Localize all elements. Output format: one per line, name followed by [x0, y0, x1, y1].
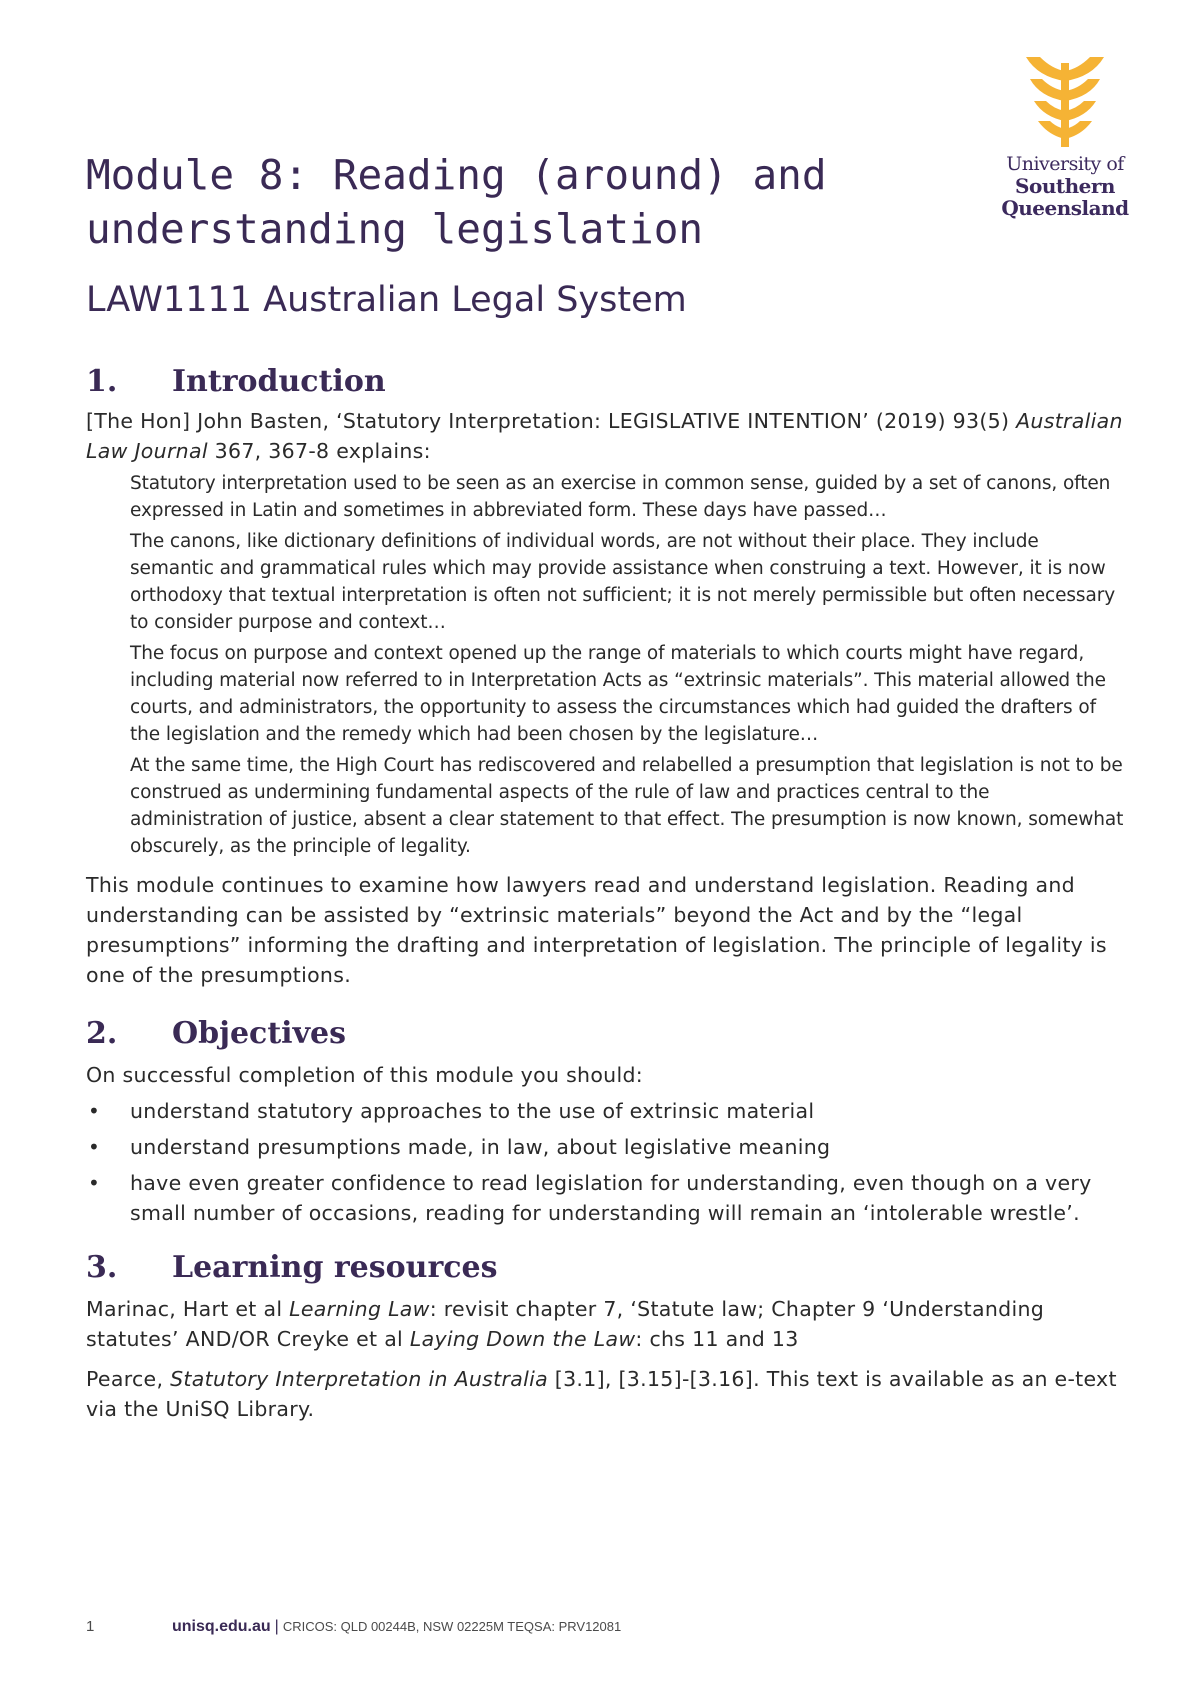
section-title: Objectives — [172, 1016, 346, 1051]
resource-text: Marinac, Hart et al — [86, 1297, 290, 1321]
bullet-icon: • — [88, 1135, 101, 1159]
section-number: 2. — [86, 1016, 118, 1051]
book-title: Statutory Interpretation in Australia — [170, 1367, 548, 1391]
bullet-icon: • — [88, 1099, 101, 1123]
citation-text: [The Hon] John Basten, ‘Statutory Interpretation: LEGISLATIVE INTENTION’ (2019) 93(5) — [86, 409, 1017, 433]
section-number: 1. — [86, 364, 118, 399]
section-heading — [86, 1012, 1126, 1056]
footer-accreditation: CRICOS: QLD 00244B, NSW 02225M TEQSA: PRV12081 — [282, 1619, 622, 1634]
list-item-text: understand statutory approaches to the use of extrinsic material — [130, 1099, 815, 1123]
logo-line-2: Southern — [1015, 174, 1115, 198]
section-introduction — [86, 360, 1126, 990]
module-title: Module 8: Reading (around) and understanding legislation — [86, 151, 827, 253]
section-number: 3. — [86, 1250, 118, 1285]
list-item-text: understand presumptions made, in law, about legislative meaning — [130, 1135, 831, 1159]
list-item — [86, 1096, 1126, 1126]
university-logo — [1000, 55, 1130, 225]
list-item — [86, 1132, 1126, 1162]
list-item-text: have even greater confidence to read legislation for understanding, even though on a very small number of occasions, reading for understanding will remain an ‘intolerable wrestle’. — [130, 1171, 1092, 1225]
section-heading — [86, 360, 1126, 404]
section-learning-resources — [86, 1246, 1126, 1424]
bullet-icon: • — [88, 1171, 101, 1195]
footer-separator: | — [274, 1618, 279, 1635]
logo-line-1: University of — [1006, 153, 1124, 175]
citation-journal: Australian Law Journal — [86, 409, 1123, 463]
resource-text: : revisit chapter 7, ‘Statute law; Chapter 9 ‘Understanding statutes’ AND/OR Creyke et al — [86, 1297, 1045, 1351]
resource-text: [3.1], [3.15]-[3.16]. This text is available as an e-text via the UniSQ Library. — [86, 1367, 1117, 1421]
resource-paragraph — [86, 1294, 1126, 1354]
section-heading — [86, 1246, 1126, 1290]
objectives-list — [86, 1096, 1126, 1228]
quote-paragraph: The canons, like dictionary definitions of individual words, are not without their place. They include semantic and grammatical rules which may provide assistance when construing a text. However, it is now orthodoxy that textual interpretation is often not sufficient; it is not merely permissible but often necessary to consider purpose and context… — [130, 531, 1116, 633]
citation-paragraph — [86, 406, 1126, 466]
section-objectives — [86, 1012, 1126, 1228]
list-item — [86, 1168, 1126, 1228]
course-subtitle: LAW1111 Australian Legal System — [86, 280, 687, 320]
intro-paragraph: This module continues to examine how lawyers read and understand legislation. Reading and understanding can be assisted by “extrinsic materials” beyond the Act and by the “legal presumptions” informing the drafting and interpretation of legislation. The principle of legality is one of the presumptions. — [86, 873, 1107, 987]
book-title: Learning Law — [289, 1297, 430, 1321]
quote-paragraph: The focus on purpose and context opened up the range of materials to which courts might have regard, including material now referred to in Interpretation Acts as “extrinsic materials”. This material allowed the courts, and administrators, the opportunity to assess the circumstances which had guided the drafters of the legislation and the remedy which had been chosen by the legislature… — [130, 643, 1106, 745]
objectives-lead: On successful completion of this module you should: — [86, 1063, 643, 1087]
resource-text: : chs 11 and 13 — [635, 1327, 799, 1351]
section-title: Learning resources — [172, 1250, 498, 1285]
quote-paragraph: At the same time, the High Court has rediscovered and relabelled a presumption that legislation is not to be construed as undermining fundamental aspects of the rule of law and practices central to the administration of justice, absent a clear statement to that effect. The presumption is now known, somewhat obscurely, as the principle of legality. — [130, 755, 1124, 857]
usq-tree-icon — [1022, 55, 1108, 147]
page-footer — [86, 1618, 1126, 1636]
block-quote — [130, 470, 1126, 860]
website-link[interactable]: unisq.edu.au — [172, 1618, 271, 1635]
resource-text: Pearce, — [86, 1367, 171, 1391]
quote-paragraph: Statutory interpretation used to be seen as an exercise in common sense, guided by a set of canons, often expressed in Latin and sometimes in abbreviated form. These days have passed… — [130, 473, 1111, 521]
logo-line-3: Queensland — [1001, 196, 1129, 220]
citation-pages: 367, 367-8 explains: — [207, 439, 431, 463]
book-title: Laying Down the Law — [409, 1327, 636, 1351]
main-content — [86, 360, 1126, 1424]
page-number: 1 — [86, 1618, 95, 1635]
resource-paragraph — [86, 1364, 1126, 1424]
section-title: Introduction — [172, 364, 386, 399]
